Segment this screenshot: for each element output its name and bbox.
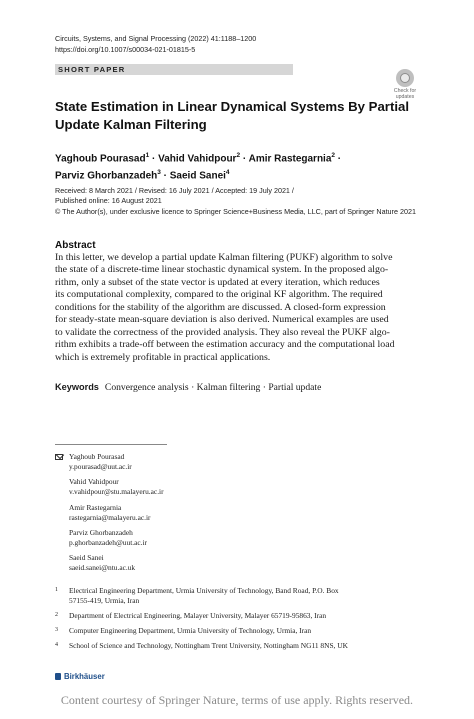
footnote-divider	[55, 444, 167, 445]
check-for-updates-icon	[396, 69, 414, 87]
contact-name: Parviz Ghorbanzadeh	[69, 527, 133, 537]
contact-entry	[55, 553, 164, 573]
journal-header	[55, 33, 256, 55]
contact-email[interactable]: v.vahidpour@stu.malayeru.ac.ir	[69, 487, 164, 497]
contact-name: Saeid Sanei	[69, 553, 104, 563]
publication-dates: Received: 8 March 2021 / Revised: 16 July 2021 / Accepted: 19 July 2021 / Published online: 16 August 2021 © The Author(s), under exclusive licence to Springer Science+Business Media, LLC, part of Springer Nature 2021	[55, 186, 416, 216]
affiliation-entry: 3 Computer Engineering Department, Urmia University of Technology, Urmia, Iran	[55, 626, 312, 635]
abstract-text: In this letter, we develop a partial update Kalman filtering (PUKF) algorithm to solve the state of a discrete-time linear stochastic dynamical system. In the proposed algo- rithm, only a subset of the state vector is updated at every iteration, which reduces its computational complexity, compared to the original KF algorithm. The required conditions for the stability of the algorithm are discussed. A closed-form expression for steady-state mean-square deviation is also derived. Numerical examples are used to validate the correctness of the provided analysis. They also reveal the PUKF algo- rithm exhibits a trade-off between the estimation accuracy and the computational load which is extremely profitable in practical applications.	[55, 252, 395, 363]
affiliation-number: 2	[55, 612, 58, 618]
author-list	[55, 149, 341, 183]
contact-name: Vahid Vahidpour	[69, 477, 119, 487]
author-name[interactable]: Yaghoub Pourasad	[55, 153, 146, 165]
paper-title: State Estimation in Linear Dynamical Systems By Partial Update Kalman Filtering	[55, 99, 409, 132]
article-type-label: SHORT PAPER	[58, 65, 126, 74]
birkhauser-icon	[55, 673, 61, 680]
author-line-1: Yaghoub Pourasad$^1$ · Vahid Vahidpour$^2$ · Amir Rastegarnia$^2$ ·	[55, 152, 342, 165]
keywords-list: Convergence analysis · Kalman filtering · Partial update	[104, 382, 322, 393]
contact-email[interactable]: y.pourasad@uut.ac.ir	[69, 462, 132, 471]
affiliation-list	[55, 586, 425, 656]
publisher-name: Birkhäuser	[64, 672, 105, 681]
contact-email[interactable]: saeid.sanei@ntu.ac.uk	[69, 563, 136, 573]
contact-name: Yaghoub Pourasad	[69, 452, 125, 461]
affiliation-number: 1	[55, 587, 58, 593]
check-for-updates-label: Check for updates	[393, 88, 417, 100]
contact-list	[55, 452, 164, 578]
affiliation-number: 4	[55, 642, 58, 648]
contact-entry	[55, 452, 164, 472]
contact-entry	[55, 477, 164, 497]
keywords-label: Keywords	[55, 382, 99, 392]
article-type-banner	[55, 64, 293, 75]
affiliation-entry: 4 School of Science and Technology, Nottingham Trent University, Nottingham NG11 8NS, UK	[55, 641, 348, 650]
copyright-line: © The Author(s), under exclusive licence to Springer Science+Business Media, LLC, part of Springer Nature 2021	[55, 206, 416, 216]
author-name[interactable]: Vahid Vahidpour	[158, 153, 237, 165]
journal-citation: Circuits, Systems, and Signal Processing (2022) 41:1188–1200	[55, 34, 257, 43]
contact-email[interactable]: rastegarnia@malayeru.ac.ir	[69, 512, 151, 522]
contact-entry	[55, 528, 164, 548]
contact-email[interactable]: p.ghorbanzadeh@uut.ac.ir	[69, 537, 148, 547]
affiliation-entry: 2 Department of Electrical Engineering, Malayer University, Malayer 65719-95863, Iran	[55, 611, 327, 620]
contact-name: Amir Rastegarnia	[69, 502, 122, 512]
author-name[interactable]: Parviz Ghorbanzadeh	[55, 170, 158, 182]
contact-entry	[55, 503, 164, 523]
envelope-icon	[55, 454, 63, 460]
keywords	[55, 382, 321, 393]
author-name[interactable]: Saeid Sanei	[169, 170, 226, 182]
courtesy-footer: Content courtesy of Springer Nature, terms of use apply. Rights reserved.	[60, 693, 414, 707]
doi-link[interactable]: https://doi.org/10.1007/s00034-021-01815-5	[55, 45, 196, 54]
affiliation-number: 3	[55, 627, 58, 633]
abstract-heading: Abstract	[55, 240, 96, 251]
publisher-logo	[55, 672, 105, 681]
author-line-2: Parviz Ghorbanzadeh$^3$ · Saeid Sanei$^4$	[55, 168, 230, 182]
author-name[interactable]: Amir Rastegarnia	[248, 153, 332, 165]
affiliation-entry: 1 Electrical Engineering Department, Urmia University of Technology, Band Road, P.O. Box 57155-419, Urmia, Iran	[55, 586, 339, 605]
